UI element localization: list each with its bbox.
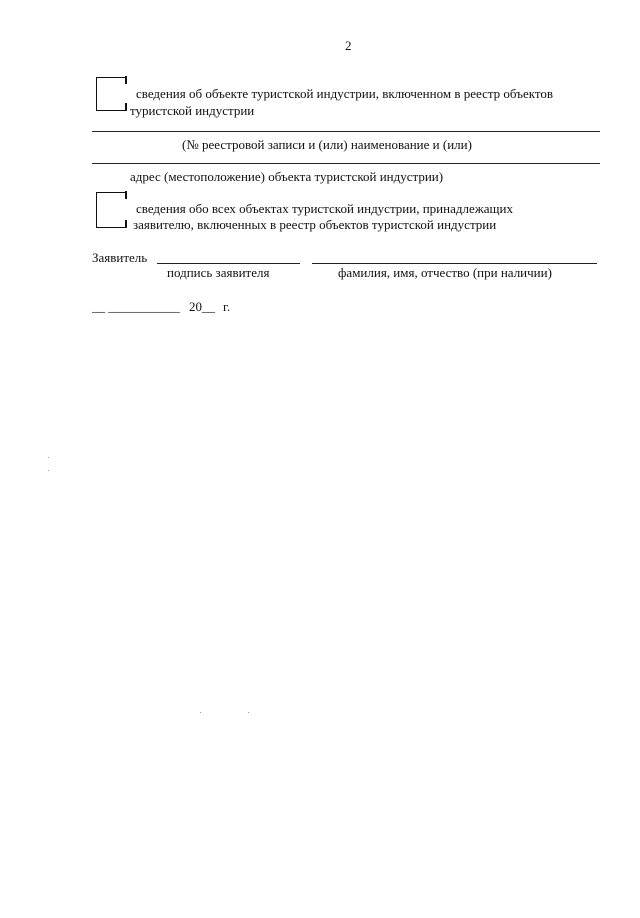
- date-day-month[interactable]: __ ___________: [92, 299, 180, 314]
- scan-speck: [200, 712, 201, 713]
- option-object-in-registry-line2: туристской индустрии: [130, 103, 255, 118]
- address-field[interactable]: [92, 163, 600, 164]
- page-number: 2: [345, 38, 352, 53]
- signature-caption: подпись заявителя: [167, 265, 270, 280]
- scan-speck: [48, 470, 49, 471]
- scan-speck: [248, 712, 249, 713]
- registry-entry-caption: (№ реестровой записи и (или) наименование и (или): [182, 137, 472, 152]
- option-all-objects-line2: заявителю, включенных в реестр объектов туристской индустрии: [133, 217, 497, 232]
- checkbox-all-objects[interactable]: [96, 192, 125, 228]
- checkbox-tick-mark: [125, 103, 127, 111]
- option-object-in-registry-line1: сведения об объекте туристской индустрии, включенном в реестр объектов: [136, 86, 554, 101]
- full-name-field[interactable]: [312, 263, 597, 264]
- date-year[interactable]: 20__: [189, 299, 215, 314]
- registry-entry-field[interactable]: [92, 131, 600, 132]
- date-year-suffix: г.: [223, 299, 231, 314]
- address-caption: адрес (местоположение) объекта туристской индустрии): [130, 169, 444, 184]
- checkbox-object-in-registry[interactable]: [96, 77, 125, 111]
- checkbox-tick-mark: [125, 76, 127, 84]
- applicant-label: Заявитель: [92, 250, 148, 265]
- scan-speck: [48, 457, 49, 458]
- option-all-objects-line1: сведения обо всех объектах туристской индустрии, принадлежащих: [136, 201, 513, 216]
- full-name-caption: фамилия, имя, отчество (при наличии): [338, 265, 552, 280]
- checkbox-tick-mark: [125, 191, 127, 199]
- checkbox-tick-mark: [125, 220, 127, 228]
- signature-field[interactable]: [157, 263, 300, 264]
